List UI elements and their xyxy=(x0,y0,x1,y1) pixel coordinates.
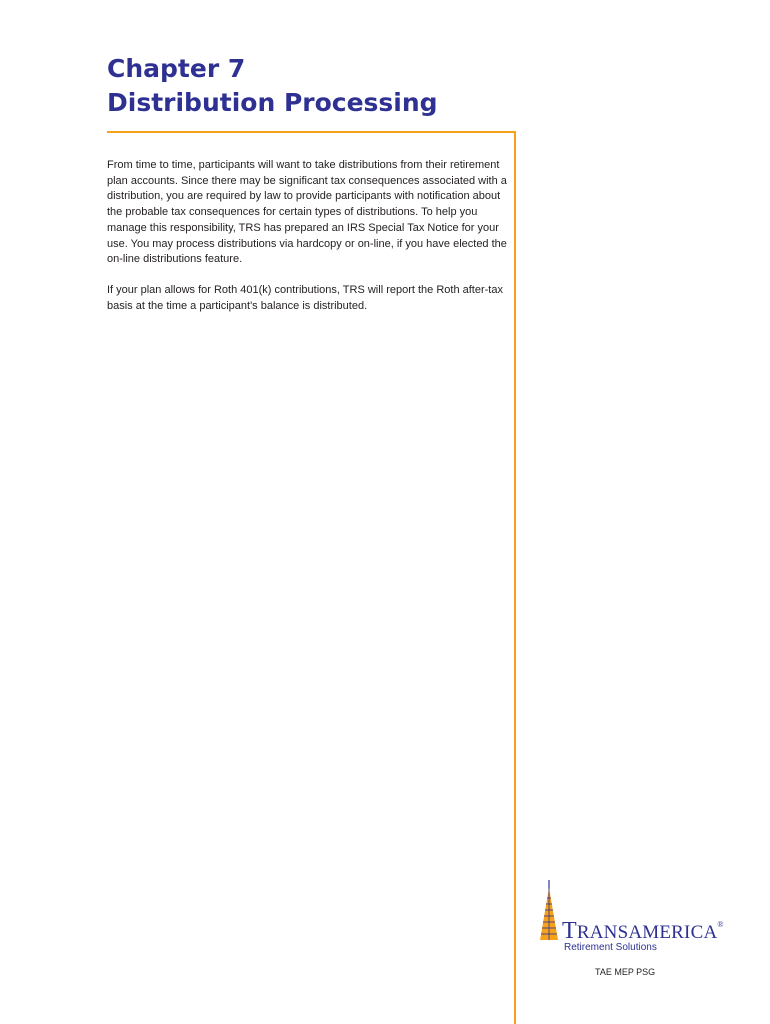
chapter-title: Distribution Processing xyxy=(107,88,438,117)
vertical-accent-rule xyxy=(514,131,516,1024)
paragraph-roth: If your plan allows for Roth 401(k) contributions, TRS will report the Roth after-tax basis at the time a participant's balance is distributed. xyxy=(107,283,503,312)
body-text xyxy=(107,158,507,329)
brand-tagline: Retirement Solutions xyxy=(564,942,657,953)
paragraph-distributions: From time to time, participants will want to take distributions from their retirement plan accounts. Since there may be significant tax consequences associated with a distribution, you are required by law to provide participants with notification about the probable tax consequences for certain types of distributions. To help you manage this responsibility, TRS has prepared an IRS Special Tax Notice for your use. You may process distributions via hardcopy or on-line, if you have elected the on-line distributions feature. xyxy=(107,159,507,266)
chapter-label: Chapter 7 xyxy=(107,54,246,83)
transamerica-logo xyxy=(538,880,728,960)
document-code: TAE MEP PSG xyxy=(595,967,656,977)
horizontal-accent-rule xyxy=(107,131,516,133)
brand-name: TRANSAMERICA® xyxy=(562,918,724,944)
page-title xyxy=(107,52,438,120)
pyramid-icon xyxy=(538,880,560,942)
